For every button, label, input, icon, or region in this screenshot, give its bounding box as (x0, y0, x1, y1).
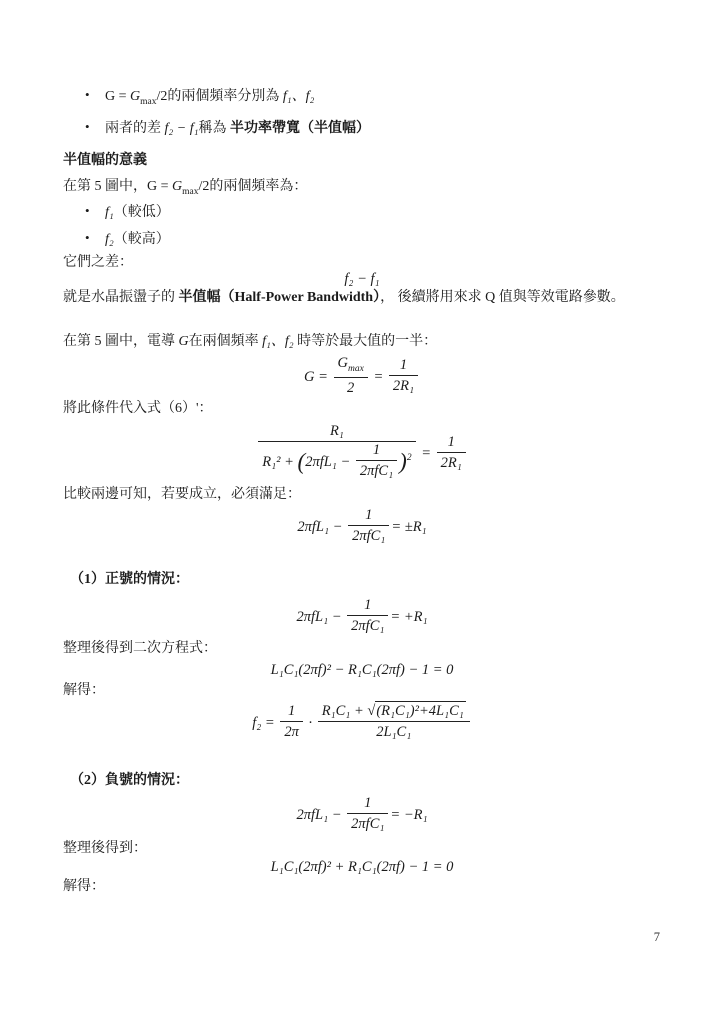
bullet-item-gmax-frequencies (63, 88, 661, 108)
formula-quadratic-plus: L₁C₁(2πf)² − R₁C₁(2πf) − 1 = 0 (270, 662, 454, 678)
formula-negative-case: 2πfL₁ − $\frac{1}{\text{2πfC₁}}$ = −R₁ (296, 795, 428, 833)
radical-sign: √ (367, 703, 376, 719)
formula-f2-solution: f₂ = $\frac{1}{2\pi}$ · $\frac{\text{R₁C₁ + √(R₁C₁)²+4L₁C₁}}{\text{2L₁C₁}}$ (63, 704, 661, 743)
paragraph-substitute-label: 將此條件代入式（6）'： (63, 401, 213, 416)
page-number: 7 (653, 930, 660, 944)
fraction: $\frac{1}{\text{2πfC₁}}$ (347, 794, 388, 833)
paragraph-solve-label-plus: 解得： (63, 683, 105, 698)
bullet-text: f₂（較高） (105, 232, 170, 248)
case-heading-negative: （2）負號的情況： (70, 773, 189, 788)
fraction: $\frac{1}{\text{2πfC₁}}$ (348, 506, 389, 545)
section-heading-meaning: 半值幅的意義 (63, 153, 147, 168)
bullet-dot: • (85, 203, 90, 218)
fraction: $\frac{G_{max}}{2}$ (334, 354, 368, 397)
bullet-dot: • (85, 119, 90, 135)
fraction: $\frac{1}{\text{2πfC₁}}$ (356, 441, 397, 480)
fraction: $\frac{1}{2\pi}$ (280, 702, 303, 741)
top-bullet-list (63, 88, 661, 138)
fraction: R₁ R₁² + (2πfL₁ − $\frac{1}{\text{2πfC₁}}$ )$^2$ (258, 422, 415, 482)
formula-plus-minus-condition: 2πfL₁ − $\frac{1}{\text{2πfC₁}}$ = ±R₁ (297, 507, 427, 545)
bullet-dot: • (85, 87, 90, 102)
paragraph-compare-label: 比較兩邊可知，若要成立，必須滿足： (63, 487, 301, 502)
paragraph-quadratic-label-plus: 整理後得到二次方程式： (63, 641, 217, 656)
fraction: $\frac{1}{\text{2R₁}}$ (389, 356, 418, 395)
bullet-text: f₁（較低） (105, 205, 170, 220)
paragraph-conductance-condition: 在第 5 圖中，電導 G在兩個頻率 f₁、f₂ 時等於最大值的一半： (63, 334, 438, 349)
case-heading-positive: （1）正號的情況： (70, 572, 189, 587)
formula-half-conductance: G = $\frac{G_{max}}{2}$ = $\frac{1}{\text{2R₁}}$ (63, 356, 661, 399)
fraction: $\frac{1}{\text{2R₁}}$ (437, 433, 466, 472)
bullet-item-bandwidth-definition (63, 120, 661, 138)
formula-quadratic-minus: L₁C₁(2πf)² + R₁C₁(2πf) − 1 = 0 (270, 859, 454, 875)
formula-positive-case: 2πfL₁ − $\frac{1}{\text{2πfC₁}}$ = +R₁ (296, 597, 428, 635)
formula-frequency-difference: f₂ − f₁ (344, 271, 380, 287)
frequency-bullet-list (63, 204, 661, 249)
paragraph-intro: 在第 5 圖中，$G = G_{max}/2$的兩個頻率為： (63, 179, 308, 197)
bullet-dot: • (85, 230, 90, 246)
bullet-item-f2 (63, 231, 661, 249)
bullet-item-f1 (63, 204, 661, 222)
bullet-text: $G = G_{max}/2$的兩個頻率分別為 f₁、f₂ (105, 89, 315, 107)
paragraph-quadratic-label-minus: 整理後得到： (63, 841, 147, 856)
fraction: $\frac{\text{R₁C₁ + √(R₁C₁)²+4L₁C₁}}{\text{2L₁C₁}}$ (318, 702, 470, 741)
paragraph-bandwidth-conclusion: 就是水晶振盪子的 半值幅（Half-Power Bandwidth）， 後續將用來求 Q 值與等效電路參數。 (63, 290, 625, 305)
paragraph-difference-label: 它們之差： (63, 255, 133, 270)
bullet-text: 兩者的差 f₂ − f₁稱為 半功率帶寬（半值幅） (105, 121, 370, 137)
formula-substituted-equation: R₁ R₁² + (2πfL₁ − $\frac{1}{\text{2πfC₁}}$ )$^2$ = $\frac{1}{\text{2R₁}}$ (63, 424, 661, 484)
fraction: $\frac{1}{\text{2πfC₁}}$ (347, 596, 388, 635)
paragraph-solve-label-minus: 解得： (63, 879, 105, 894)
